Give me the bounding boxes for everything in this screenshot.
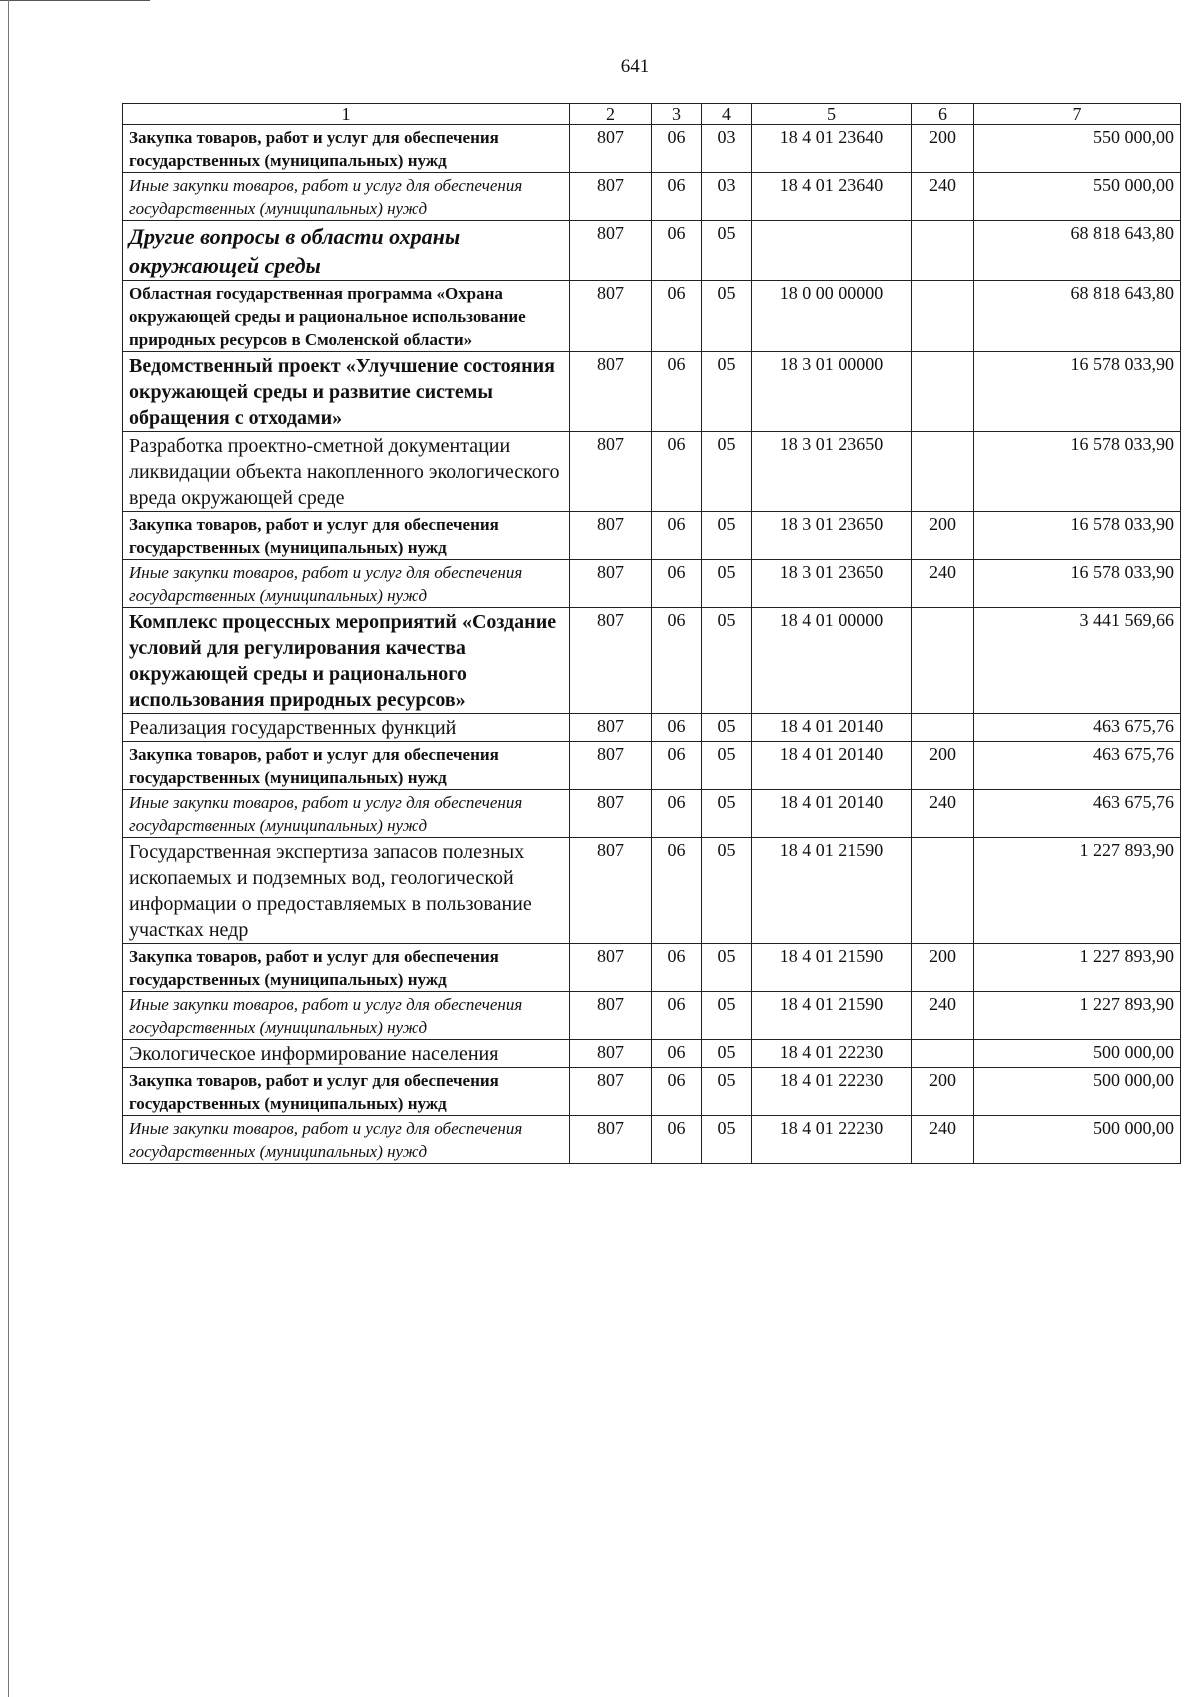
subsection-cell: 05 — [702, 1116, 752, 1164]
subsection-cell: 03 — [702, 173, 752, 221]
table-row — [123, 432, 1181, 512]
expense-type-cell: 240 — [912, 1116, 974, 1164]
page-edge-left — [8, 0, 9, 1697]
item-name-cell: Разработка проектно-сметной документации ликвидации объекта накопленного экологического вреда окружающей среде — [123, 432, 570, 512]
expense-type-cell — [912, 281, 974, 352]
item-name-cell: Государственная экспертиза запасов полезных ископаемых и подземных вод, геологической информации о предоставляемых в пользование участках недр — [123, 838, 570, 944]
target-item-cell: 18 4 01 20140 — [752, 790, 912, 838]
item-name-cell: Экологическое информирование населения — [123, 1040, 570, 1068]
item-name-cell: Реализация государственных функций — [123, 714, 570, 742]
ministry-code-cell: 807 — [570, 714, 652, 742]
ministry-code-cell: 807 — [570, 221, 652, 281]
amount-cell: 463 675,76 — [974, 742, 1181, 790]
amount-cell: 16 578 033,90 — [974, 560, 1181, 608]
target-item-cell: 18 4 01 21590 — [752, 838, 912, 944]
ministry-code-cell: 807 — [570, 512, 652, 560]
expense-type-cell: 240 — [912, 560, 974, 608]
subsection-cell: 05 — [702, 714, 752, 742]
expense-type-cell — [912, 352, 974, 432]
expense-type-cell: 200 — [912, 512, 974, 560]
expense-type-cell: 200 — [912, 125, 974, 173]
section-cell: 06 — [652, 608, 702, 714]
amount-cell: 16 578 033,90 — [974, 352, 1181, 432]
expense-type-cell: 240 — [912, 173, 974, 221]
ministry-code-cell: 807 — [570, 1068, 652, 1116]
ministry-code-cell: 807 — [570, 281, 652, 352]
amount-cell: 1 227 893,90 — [974, 838, 1181, 944]
target-item-cell: 18 4 01 21590 — [752, 944, 912, 992]
section-cell: 06 — [652, 790, 702, 838]
subsection-cell: 05 — [702, 352, 752, 432]
table-row — [123, 221, 1181, 281]
subsection-cell: 05 — [702, 790, 752, 838]
column-header: 2 — [570, 104, 652, 125]
amount-cell: 16 578 033,90 — [974, 432, 1181, 512]
section-cell: 06 — [652, 352, 702, 432]
target-item-cell: 18 4 01 00000 — [752, 608, 912, 714]
expense-type-cell: 200 — [912, 742, 974, 790]
column-header: 3 — [652, 104, 702, 125]
subsection-cell: 05 — [702, 608, 752, 714]
amount-cell: 500 000,00 — [974, 1068, 1181, 1116]
subsection-cell: 05 — [702, 944, 752, 992]
ministry-code-cell: 807 — [570, 352, 652, 432]
subsection-cell: 05 — [702, 281, 752, 352]
ministry-code-cell: 807 — [570, 560, 652, 608]
target-item-cell: 18 4 01 21590 — [752, 992, 912, 1040]
section-cell: 06 — [652, 221, 702, 281]
table-row — [123, 512, 1181, 560]
table-row — [123, 790, 1181, 838]
expense-type-cell: 200 — [912, 944, 974, 992]
column-header: 6 — [912, 104, 974, 125]
amount-cell: 68 818 643,80 — [974, 281, 1181, 352]
target-item-cell: 18 3 01 23650 — [752, 512, 912, 560]
target-item-cell: 18 4 01 22230 — [752, 1068, 912, 1116]
amount-cell: 500 000,00 — [974, 1116, 1181, 1164]
ministry-code-cell: 807 — [570, 742, 652, 790]
expense-type-cell — [912, 838, 974, 944]
target-item-cell — [752, 221, 912, 281]
section-cell: 06 — [652, 125, 702, 173]
item-name-cell: Областная государственная программа «Охрана окружающей среды и рациональное использование природных ресурсов в Смоленской области» — [123, 281, 570, 352]
table-row — [123, 714, 1181, 742]
table-row — [123, 281, 1181, 352]
target-item-cell: 18 4 01 22230 — [752, 1040, 912, 1068]
section-cell: 06 — [652, 281, 702, 352]
section-cell: 06 — [652, 1040, 702, 1068]
column-header: 7 — [974, 104, 1181, 125]
section-cell: 06 — [652, 432, 702, 512]
target-item-cell: 18 4 01 23640 — [752, 173, 912, 221]
table-header-row — [123, 104, 1181, 125]
item-name-cell: Закупка товаров, работ и услуг для обеспечения государственных (муниципальных) нужд — [123, 742, 570, 790]
table-row — [123, 992, 1181, 1040]
expense-type-cell: 200 — [912, 1068, 974, 1116]
ministry-code-cell: 807 — [570, 992, 652, 1040]
section-cell: 06 — [652, 560, 702, 608]
amount-cell: 16 578 033,90 — [974, 512, 1181, 560]
table-row — [123, 1068, 1181, 1116]
target-item-cell: 18 4 01 20140 — [752, 714, 912, 742]
subsection-cell: 05 — [702, 432, 752, 512]
subsection-cell: 05 — [702, 1068, 752, 1116]
ministry-code-cell: 807 — [570, 1116, 652, 1164]
page-edge-top — [0, 0, 150, 1]
expense-type-cell — [912, 1040, 974, 1068]
section-cell: 06 — [652, 838, 702, 944]
table-row — [123, 173, 1181, 221]
subsection-cell: 05 — [702, 560, 752, 608]
target-item-cell: 18 4 01 22230 — [752, 1116, 912, 1164]
section-cell: 06 — [652, 992, 702, 1040]
target-item-cell: 18 3 01 23650 — [752, 560, 912, 608]
amount-cell: 550 000,00 — [974, 173, 1181, 221]
page-number: 641 — [620, 56, 650, 77]
table-row — [123, 838, 1181, 944]
item-name-cell: Иные закупки товаров, работ и услуг для обеспечения государственных (муниципальных) нужд — [123, 992, 570, 1040]
section-cell: 06 — [652, 714, 702, 742]
target-item-cell: 18 4 01 23640 — [752, 125, 912, 173]
target-item-cell: 18 3 01 00000 — [752, 352, 912, 432]
table-row — [123, 608, 1181, 714]
subsection-cell: 05 — [702, 1040, 752, 1068]
ministry-code-cell: 807 — [570, 838, 652, 944]
table-row — [123, 125, 1181, 173]
amount-cell: 3 441 569,66 — [974, 608, 1181, 714]
ministry-code-cell: 807 — [570, 125, 652, 173]
item-name-cell: Закупка товаров, работ и услуг для обеспечения государственных (муниципальных) нужд — [123, 1068, 570, 1116]
item-name-cell: Закупка товаров, работ и услуг для обеспечения государственных (муниципальных) нужд — [123, 125, 570, 173]
expense-type-cell — [912, 221, 974, 281]
section-cell: 06 — [652, 742, 702, 790]
subsection-cell: 05 — [702, 992, 752, 1040]
amount-cell: 550 000,00 — [974, 125, 1181, 173]
item-name-cell: Иные закупки товаров, работ и услуг для обеспечения государственных (муниципальных) нужд — [123, 560, 570, 608]
column-header: 5 — [752, 104, 912, 125]
subsection-cell: 03 — [702, 125, 752, 173]
expense-type-cell: 240 — [912, 790, 974, 838]
amount-cell: 68 818 643,80 — [974, 221, 1181, 281]
amount-cell: 1 227 893,90 — [974, 944, 1181, 992]
ministry-code-cell: 807 — [570, 432, 652, 512]
amount-cell: 463 675,76 — [974, 714, 1181, 742]
ministry-code-cell: 807 — [570, 173, 652, 221]
column-header: 4 — [702, 104, 752, 125]
amount-cell: 463 675,76 — [974, 790, 1181, 838]
amount-cell: 500 000,00 — [974, 1040, 1181, 1068]
section-cell: 06 — [652, 1116, 702, 1164]
item-name-cell: Комплекс процессных мероприятий «Создание условий для регулирования качества окружающей среды и рационального использования природных ресурсов» — [123, 608, 570, 714]
amount-cell: 1 227 893,90 — [974, 992, 1181, 1040]
target-item-cell: 18 0 00 00000 — [752, 281, 912, 352]
target-item-cell: 18 3 01 23650 — [752, 432, 912, 512]
expense-type-cell — [912, 432, 974, 512]
column-header: 1 — [123, 104, 570, 125]
table-row — [123, 560, 1181, 608]
subsection-cell: 05 — [702, 838, 752, 944]
item-name-cell: Закупка товаров, работ и услуг для обеспечения государственных (муниципальных) нужд — [123, 944, 570, 992]
expense-type-cell: 240 — [912, 992, 974, 1040]
ministry-code-cell: 807 — [570, 790, 652, 838]
target-item-cell: 18 4 01 20140 — [752, 742, 912, 790]
budget-table — [122, 103, 1181, 1164]
subsection-cell: 05 — [702, 742, 752, 790]
item-name-cell: Закупка товаров, работ и услуг для обеспечения государственных (муниципальных) нужд — [123, 512, 570, 560]
item-name-cell: Другие вопросы в области охраны окружающей среды — [123, 221, 570, 281]
table-row — [123, 352, 1181, 432]
ministry-code-cell: 807 — [570, 1040, 652, 1068]
item-name-cell: Иные закупки товаров, работ и услуг для обеспечения государственных (муниципальных) нужд — [123, 1116, 570, 1164]
item-name-cell: Иные закупки товаров, работ и услуг для обеспечения государственных (муниципальных) нужд — [123, 173, 570, 221]
table-row — [123, 1116, 1181, 1164]
item-name-cell: Ведомственный проект «Улучшение состояния окружающей среды и развитие системы обращения с отходами» — [123, 352, 570, 432]
section-cell: 06 — [652, 1068, 702, 1116]
table-row — [123, 944, 1181, 992]
ministry-code-cell: 807 — [570, 944, 652, 992]
section-cell: 06 — [652, 512, 702, 560]
section-cell: 06 — [652, 173, 702, 221]
table-row — [123, 742, 1181, 790]
ministry-code-cell: 807 — [570, 608, 652, 714]
subsection-cell: 05 — [702, 221, 752, 281]
expense-type-cell — [912, 608, 974, 714]
section-cell: 06 — [652, 944, 702, 992]
table-row — [123, 1040, 1181, 1068]
table-body — [123, 104, 1181, 1164]
subsection-cell: 05 — [702, 512, 752, 560]
expense-type-cell — [912, 714, 974, 742]
item-name-cell: Иные закупки товаров, работ и услуг для обеспечения государственных (муниципальных) нужд — [123, 790, 570, 838]
